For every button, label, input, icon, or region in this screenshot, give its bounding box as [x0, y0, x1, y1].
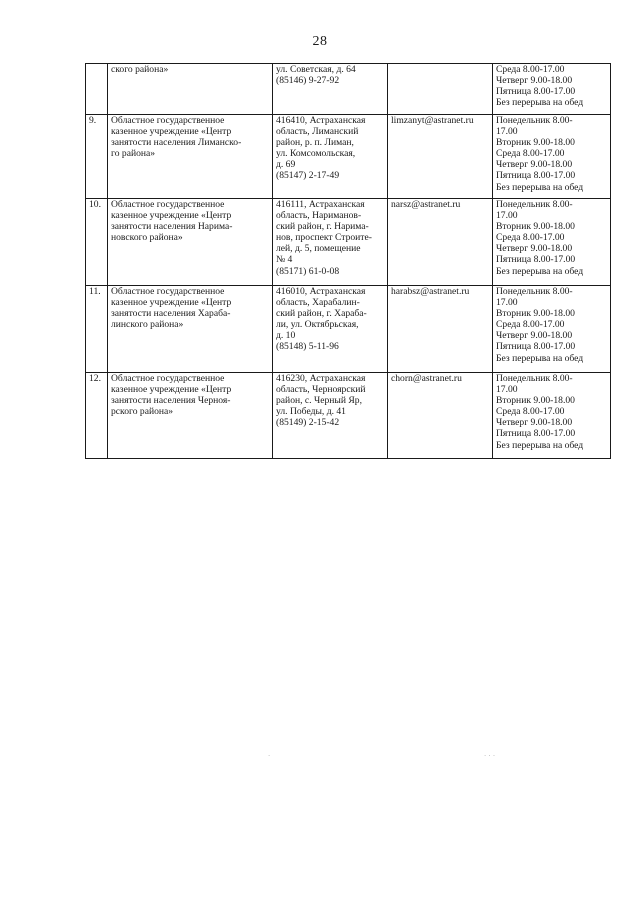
working-hours-cell: Понедельник 8.00- 17.00 Вторник 9.00-18.00 Среда 8.00-17.00 Четверг 9.00-18.00 Пятница 8.00-17.00 Без перерыва на обед	[493, 115, 611, 199]
email-cell	[388, 64, 493, 115]
working-hours-cell: Понедельник 8.00- 17.00 Вторник 9.00-18.00 Среда 8.00-17.00 Четверг 9.00-18.00 Пятница 8.00-17.00 Без перерыва на обед	[493, 199, 611, 286]
address-cell: ул. Советская, д. 64 (85146) 9-27-92	[273, 64, 388, 115]
working-hours-cell: Понедельник 8.00- 17.00 Вторник 9.00-18.00 Среда 8.00-17.00 Четверг 9.00-18.00 Пятница 8.00-17.00 Без перерыва на обед	[493, 373, 611, 459]
table-row	[86, 286, 611, 373]
address-cell: 416410, Астраханская область, Лиманский район, р. п. Лиман, ул. Комсомольская, д. 69 (85147) 2-17-49	[273, 115, 388, 199]
scan-artifact: ·	[268, 752, 271, 760]
address-cell: 416010, Астраханская область, Харабалин- ский район, г. Хараба- ли, ул. Октябрьская, д. 10 (85148) 5-11-96	[273, 286, 388, 373]
table-row	[86, 115, 611, 199]
email-cell: harabsz@astranet.ru	[388, 286, 493, 373]
page-number: 28	[312, 34, 328, 49]
table-row	[86, 373, 611, 459]
email-cell: chorn@astranet.ru	[388, 373, 493, 459]
institution-name-cell: Областное государственное казенное учреждение «Центр занятости населения Хараба- линского района»	[108, 286, 273, 373]
row-number-cell: 12.	[86, 373, 108, 459]
row-number-cell	[86, 64, 108, 115]
table-row	[86, 64, 611, 115]
working-hours-cell: Среда 8.00-17.00 Четверг 9.00-18.00 Пятница 8.00-17.00 Без перерыва на обед	[493, 64, 611, 115]
row-number-cell: 10.	[86, 199, 108, 286]
table-row	[86, 199, 611, 286]
address-cell: 416111, Астраханская область, Нариманов- ский район, г. Нарима- нов, проспект Строите- лей, д. 5, помещение № 4 (85171) 61-0-08	[273, 199, 388, 286]
working-hours-cell: Понедельник 8.00- 17.00 Вторник 9.00-18.00 Среда 8.00-17.00 Четверг 9.00-18.00 Пятница 8.00-17.00 Без перерыва на обед	[493, 286, 611, 373]
institution-name-cell: Областное государственное казенное учреждение «Центр занятости населения Лиманско- го района»	[108, 115, 273, 199]
employment-centers-table	[85, 63, 611, 459]
institution-name-cell: Областное государственное казенное учреждение «Центр занятости населения Черноя- рского района»	[108, 373, 273, 459]
row-number-cell: 11.	[86, 286, 108, 373]
institution-name-cell: ского района»	[108, 64, 273, 115]
scan-artifact: · · ·	[484, 752, 496, 760]
row-number-cell: 9.	[86, 115, 108, 199]
email-cell: narsz@astranet.ru	[388, 199, 493, 286]
email-cell: limzanyt@astranet.ru	[388, 115, 493, 199]
address-cell: 416230, Астраханская область, Черноярский район, с. Черный Яр, ул. Победы, д. 41 (85149) 2-15-42	[273, 373, 388, 459]
institution-name-cell: Областное государственное казенное учреждение «Центр занятости населения Нарима- новского района»	[108, 199, 273, 286]
